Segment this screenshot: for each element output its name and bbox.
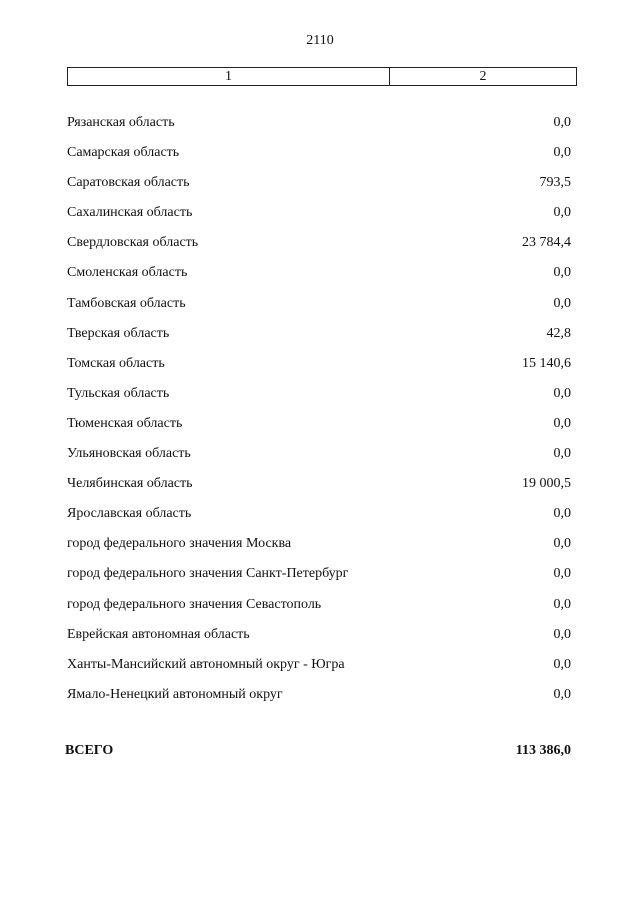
region-name: Смоленская область — [67, 265, 188, 281]
region-name: Сахалинская область — [67, 205, 193, 221]
table-row — [67, 114, 571, 144]
region-name: Челябинская область — [67, 476, 193, 492]
region-value: 0,0 — [553, 385, 571, 401]
region-name: Ярославская область — [67, 506, 192, 522]
region-value: 0,0 — [553, 145, 571, 161]
region-name: город федерального значения Москва — [67, 536, 292, 552]
region-value: 19 000,5 — [522, 476, 571, 492]
region-name: город федерального значения Севастополь — [67, 596, 322, 612]
region-value: 0,0 — [553, 265, 571, 281]
region-name: Самарская область — [67, 145, 180, 161]
table-row — [67, 656, 571, 686]
region-name: Ульяновская область — [67, 446, 191, 462]
region-value: 0,0 — [553, 686, 571, 702]
region-value: 0,0 — [553, 295, 571, 311]
total-row — [65, 742, 571, 760]
page-number: 2110 — [306, 33, 334, 48]
region-name: Тверская область — [67, 325, 170, 341]
region-value: 23 784,4 — [522, 235, 571, 251]
region-value: 0,0 — [553, 115, 571, 130]
table-row — [67, 596, 571, 626]
region-value: 0,0 — [553, 566, 571, 582]
region-name: Ямало-Ненецкий автономный округ — [67, 686, 283, 702]
total-value: 113 386,0 — [515, 743, 571, 758]
table-row — [67, 264, 571, 294]
table-row — [67, 505, 571, 535]
region-name: Рязанская область — [67, 115, 175, 130]
column-header-2: 2 — [479, 69, 487, 84]
table-row — [67, 144, 571, 174]
table-row — [67, 686, 571, 716]
region-name: Еврейская автономная область — [67, 626, 250, 642]
region-value: 0,0 — [553, 596, 571, 612]
table-row — [67, 355, 571, 385]
region-name: Тульская область — [67, 385, 170, 401]
table-row — [67, 325, 571, 355]
table-row — [67, 535, 571, 565]
table-row — [67, 626, 571, 656]
region-table — [67, 114, 571, 716]
table-row — [67, 385, 571, 415]
region-value: 15 140,6 — [522, 355, 571, 371]
region-value: 0,0 — [553, 205, 571, 221]
total-label: ВСЕГО — [65, 743, 114, 758]
region-name: Томская область — [67, 355, 165, 371]
region-value: 0,0 — [553, 626, 571, 642]
table-row — [67, 415, 571, 445]
table-row — [67, 295, 571, 325]
region-name: Ханты-Мансийский автономный округ - Югра — [67, 656, 345, 672]
region-value: 0,0 — [553, 656, 571, 672]
region-name: Саратовская область — [67, 175, 190, 191]
region-name: город федерального значения Санкт-Петербург — [67, 566, 349, 582]
table-row — [67, 204, 571, 234]
region-name: Тамбовская область — [67, 295, 186, 311]
region-value: 42,8 — [546, 325, 571, 341]
table-row — [67, 475, 571, 505]
region-value: 0,0 — [553, 506, 571, 522]
region-value: 0,0 — [553, 446, 571, 462]
region-name: Свердловская область — [67, 235, 199, 251]
column-header-row — [67, 67, 577, 86]
region-value: 0,0 — [553, 415, 571, 431]
region-value: 793,5 — [539, 175, 571, 191]
region-name: Тюменская область — [67, 415, 183, 431]
table-row — [67, 174, 571, 204]
region-value: 0,0 — [553, 536, 571, 552]
table-row — [67, 565, 571, 595]
column-header-1: 1 — [68, 68, 390, 85]
table-row — [67, 234, 571, 264]
table-row — [67, 445, 571, 475]
